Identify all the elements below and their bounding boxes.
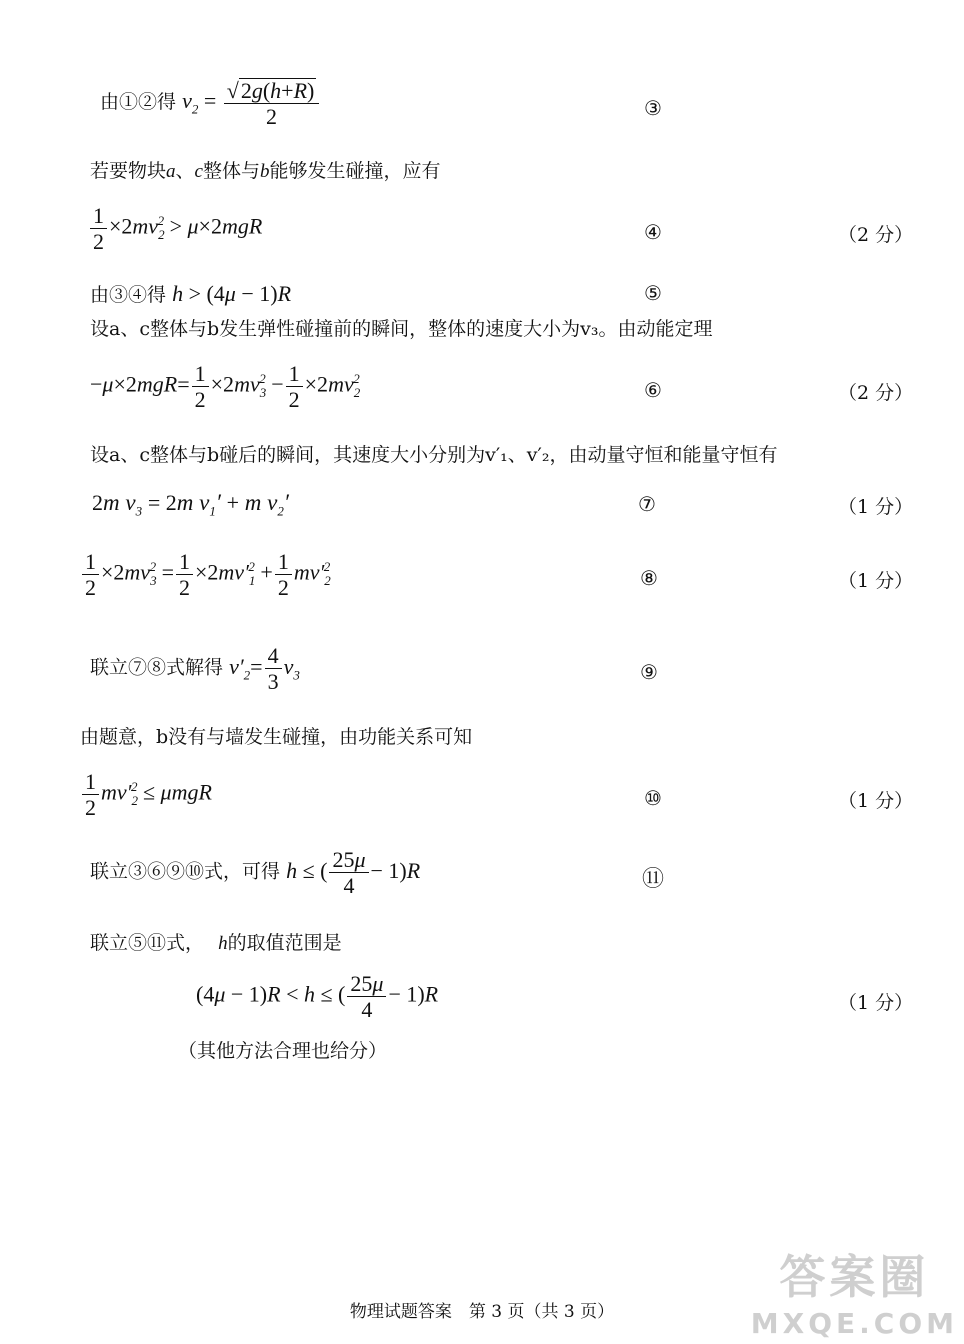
equation-number-7: ⑦ [638, 492, 656, 516]
text-line: 若要物块a、c整体与b能够发生碰撞，应有 [90, 160, 441, 182]
equation-number-10: ⑩ [644, 786, 662, 810]
equation-number-11: ⑪ [642, 867, 665, 892]
text-line: 联立⑤⑪式， h的取值范围是 [90, 932, 342, 954]
equation-number-9: ⑨ [640, 660, 658, 684]
score-label: （1 分） [838, 570, 914, 592]
score-label: （2 分） [838, 382, 914, 404]
equation-5-line: 由③④得 h > (4μ − 1)R [90, 281, 292, 306]
score-label: （2 分） [838, 224, 914, 246]
equation-number-6: ⑥ [644, 378, 662, 402]
equation-11-line: 联立③⑥⑨⑩式，可得 h ≤ ( $\frac{25\mu}{4}$ − 1)R [90, 847, 421, 899]
equation-number-5: ⑤ [644, 281, 662, 305]
page-footer: 物理试题答案 第 3 页（共 3 页） [349, 1302, 615, 1322]
text-line: 由题意，b没有与墙发生碰撞，由功能关系可知 [80, 726, 473, 748]
equation-7: 2m $v_3 = 2m$ $v_1' + m$ $v_2'$ [92, 490, 289, 519]
equation-number-3: ③ [644, 96, 662, 120]
equation-prefix: 由①②得 [100, 91, 177, 114]
score-label: （1 分） [838, 790, 914, 812]
equation-9-line: 联立⑦⑧式解得 $v'_2=$ $\frac{4}{3}$ $v_3$ [90, 643, 300, 695]
equation-4: $\frac{1}{2}$ $\times 2mv_2^2 > \mu\times 2mgR$ [88, 204, 262, 253]
equation-number-8: ⑧ [640, 566, 658, 590]
final-range-equation: (4μ − 1)R < h ≤ ( $\frac{25\mu}{4}$ − 1)R [196, 971, 439, 1023]
equation-8: $\frac{1}{2}$ $\times 2mv_3^2$ = $\frac{1}{2}$ $\times 2mv'_1^2$ + $\frac{1}{2}$ $mv'_2^2$ [80, 550, 330, 599]
score-label: （1 分） [838, 496, 914, 518]
watermark-logo [751, 1241, 958, 1340]
equation-3: $v_2$ = $\frac{√2g(h+R)}{2}$ [182, 88, 321, 113]
equation-number-4: ④ [644, 220, 662, 244]
text-line: 设a、c整体与b碰后的瞬间，其速度大小分别为v′₁、v′₂，由动量守恒和能量守恒有 [90, 444, 778, 466]
equation-10: $\frac{1}{2}$ $mv'_2^2 \le \mu mgR$ [80, 770, 212, 819]
note: （其他方法合理也给分） [178, 1040, 388, 1062]
watermark-text: 答案圈 [779, 1250, 930, 1304]
watermark-url: MXQE.COM [750, 1307, 958, 1340]
equation-3-line [100, 78, 321, 128]
score-label: （1 分） [838, 992, 914, 1014]
equation-6: −μ×2mgR= $\frac{1}{2}$ $\times 2mv_3^2$ − $\frac{1}{2}$ $\times 2mv_2^2$ [90, 361, 361, 413]
text-line: 设a、c整体与b发生弹性碰撞前的瞬间，整体的速度大小为v₃。由动能定理 [90, 318, 713, 340]
